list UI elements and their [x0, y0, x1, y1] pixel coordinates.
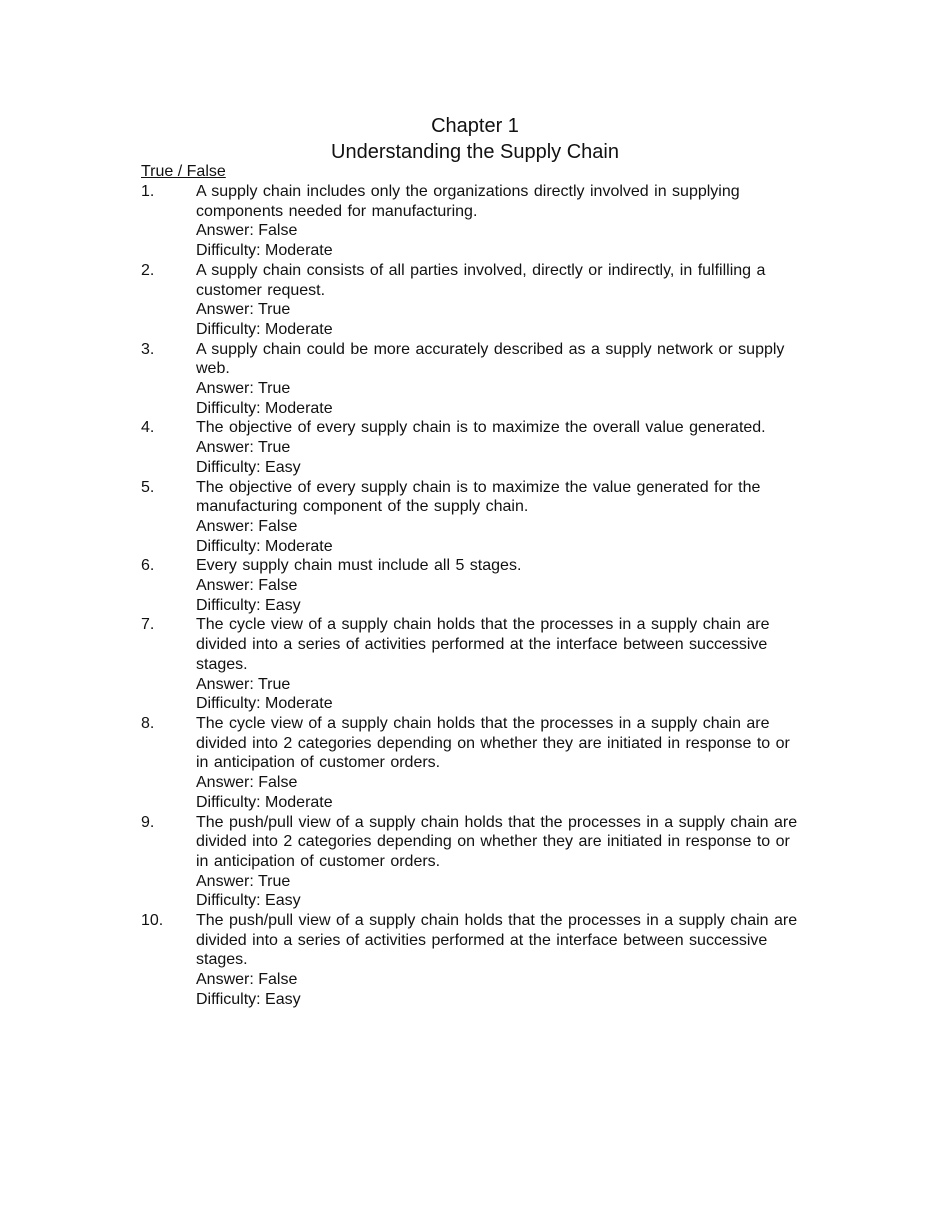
- question-item: [141, 714, 811, 813]
- question-number: 7.: [141, 616, 155, 634]
- question-number: 4.: [141, 419, 155, 437]
- question-item: [141, 556, 811, 615]
- question-item: [141, 615, 811, 714]
- question-item: [141, 478, 811, 557]
- question-text: The push/pull view of a supply chain holds that the processes in a supply chain are divided into a series of activities performed at the interface between successive stages.: [196, 912, 798, 969]
- question-number: 6.: [141, 557, 155, 575]
- question-answer: Answer: True: [196, 675, 291, 693]
- question-text: Every supply chain must include all 5 stages.: [196, 557, 522, 575]
- question-text: The objective of every supply chain is to maximize the overall value generated.: [196, 419, 766, 437]
- question-number: 10.: [141, 912, 164, 930]
- question-answer: Answer: False: [196, 222, 298, 240]
- question-item: [141, 911, 811, 1010]
- question-difficulty: Difficulty: Moderate: [196, 242, 333, 260]
- question-item: [141, 418, 811, 477]
- question-list: [141, 182, 811, 1010]
- question-text: A supply chain consists of all parties involved, directly or indirectly, in fulfilling a customer request.: [196, 261, 766, 299]
- chapter-header: [0, 113, 950, 165]
- question-text: The cycle view of a supply chain holds that the processes in a supply chain are divided into a series of activities performed at the interface between successive stages.: [196, 616, 770, 673]
- question-answer: Answer: True: [196, 439, 291, 457]
- question-difficulty: Difficulty: Moderate: [196, 537, 333, 555]
- question-answer: Answer: False: [196, 577, 298, 595]
- question-number: 3.: [141, 340, 155, 358]
- question-item: [141, 182, 811, 261]
- question-difficulty: Difficulty: Moderate: [196, 320, 333, 338]
- question-item: [141, 813, 811, 912]
- question-text: The cycle view of a supply chain holds that the processes in a supply chain are divided into 2 categories depending on whether they are initiated in response to or in anticipation of customer orders.: [196, 714, 790, 772]
- question-text: The push/pull view of a supply chain holds that the processes in a supply chain are divided into 2 categories depending on whether they are initiated in response to or in anticipation of customer orders.: [196, 813, 798, 870]
- question-difficulty: Difficulty: Easy: [196, 596, 301, 614]
- question-item: [141, 261, 811, 340]
- question-number: 2.: [141, 261, 155, 279]
- question-difficulty: Difficulty: Moderate: [196, 399, 333, 417]
- question-difficulty: Difficulty: Moderate: [196, 793, 333, 811]
- chapter-title: Understanding the Supply Chain: [331, 141, 619, 163]
- question-text: A supply chain could be more accurately described as a supply network or supply web.: [196, 340, 785, 378]
- question-answer: Answer: False: [196, 774, 298, 792]
- question-answer: Answer: True: [196, 301, 291, 319]
- question-answer: Answer: True: [196, 872, 291, 890]
- question-text: The objective of every supply chain is to maximize the value generated for the manufacturing component of the supply chain.: [196, 478, 761, 516]
- chapter-number: Chapter 1: [431, 115, 519, 137]
- section-heading: True / False: [141, 163, 226, 180]
- question-number: 5.: [141, 478, 155, 496]
- question-answer: Answer: False: [196, 971, 298, 989]
- question-difficulty: Difficulty: Moderate: [196, 695, 333, 713]
- question-number: 8.: [141, 714, 155, 732]
- question-number: 9.: [141, 813, 155, 831]
- question-difficulty: Difficulty: Easy: [196, 892, 301, 910]
- question-answer: Answer: False: [196, 517, 298, 535]
- question-answer: Answer: True: [196, 380, 291, 398]
- question-difficulty: Difficulty: Easy: [196, 990, 301, 1008]
- question-number: 1.: [141, 183, 155, 200]
- question-item: [141, 340, 811, 419]
- question-text: A supply chain includes only the organizations directly involved in supplying components needed for manufacturing.: [196, 183, 740, 220]
- question-difficulty: Difficulty: Easy: [196, 458, 301, 476]
